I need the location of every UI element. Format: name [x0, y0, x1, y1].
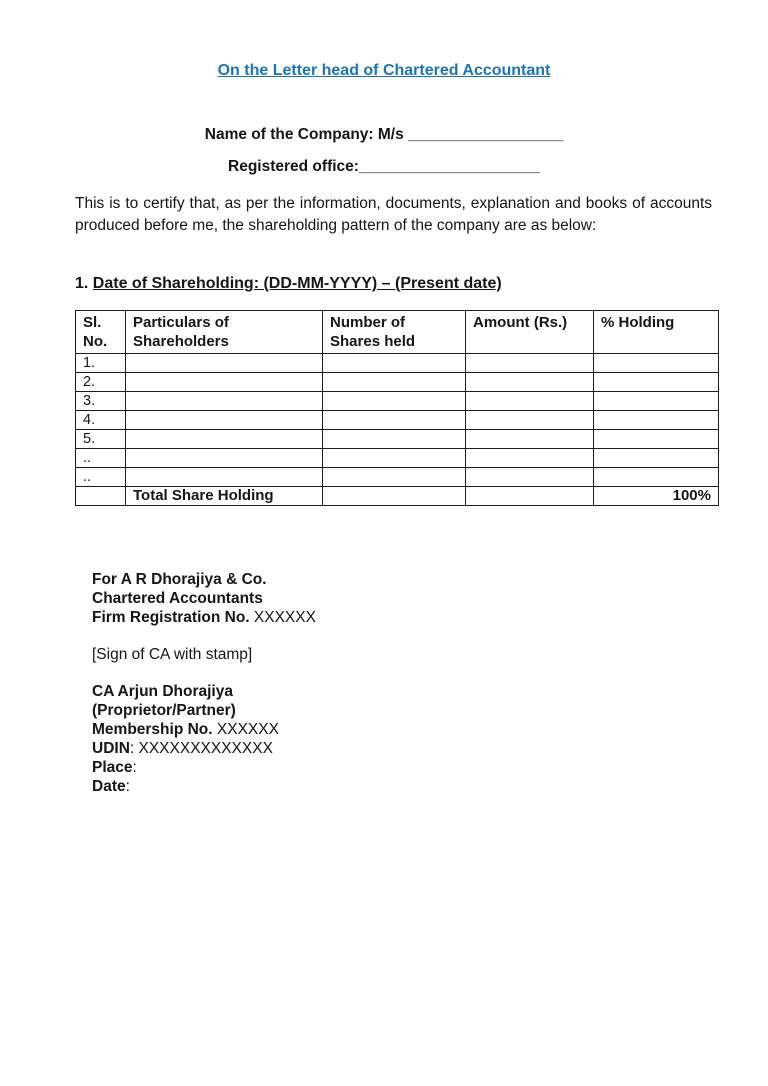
date-label: Date: [92, 778, 126, 795]
company-name-line: [0, 126, 768, 144]
holding-cell: [594, 354, 719, 373]
signature-firm-name: For A R Dhorajiya & Co.: [92, 571, 267, 588]
shares-cell: [323, 449, 466, 468]
registered-office-blank: _____________________: [358, 158, 540, 175]
holding-cell: [594, 430, 719, 449]
signature-designation: (Proprietor/Partner): [92, 702, 236, 719]
shares-cell: [323, 392, 466, 411]
sl-cell: 4.: [76, 411, 126, 430]
amount-cell: [466, 373, 594, 392]
table-total-row: [76, 487, 719, 506]
signature-date: [92, 777, 768, 796]
table-row: [76, 411, 719, 430]
sl-cell: 1.: [76, 354, 126, 373]
registered-office-line: [0, 158, 768, 176]
shares-cell: [323, 430, 466, 449]
shares-cell: [323, 354, 466, 373]
table-header-row: [76, 311, 719, 354]
company-name-label: Name of the Company: M/s: [204, 126, 409, 143]
place-label: Place: [92, 759, 133, 776]
table-row: [76, 449, 719, 468]
header-shares-held: Number of Shares held: [323, 311, 466, 354]
header-particulars: Particulars of Shareholders: [126, 311, 323, 354]
header-holding: % Holding: [594, 311, 719, 354]
amount-cell: [466, 354, 594, 373]
udin-value: : XXXXXXXXXXXXX: [129, 740, 273, 757]
particulars-cell: [126, 430, 323, 449]
signature-firm-type: Chartered Accountants: [92, 590, 263, 607]
signature-membership: [92, 720, 768, 739]
sl-cell: 5.: [76, 430, 126, 449]
holding-cell: [594, 449, 719, 468]
signature-udin: [92, 739, 768, 758]
total-holding-cell: 100%: [594, 487, 719, 506]
holding-cell: [594, 373, 719, 392]
total-shares-cell: [323, 487, 466, 506]
section-heading-number: 1.: [75, 275, 89, 292]
table-row: [76, 373, 719, 392]
total-label-cell: Total Share Holding: [126, 487, 323, 506]
spacer: [92, 627, 768, 645]
particulars-cell: [126, 411, 323, 430]
particulars-cell: [126, 468, 323, 487]
amount-cell: [466, 411, 594, 430]
header-sl-no: Sl. No.: [76, 311, 126, 354]
signature-place: [92, 758, 768, 777]
section-heading: [75, 275, 768, 293]
section-heading-text: Date of Shareholding: (DD-MM-YYYY) – (Present date): [92, 275, 502, 292]
company-name-blank: __________________: [408, 126, 564, 143]
holding-cell: [594, 411, 719, 430]
sl-cell: 3.: [76, 392, 126, 411]
particulars-cell: [126, 354, 323, 373]
firm-registration-label: Firm Registration No.: [92, 609, 254, 626]
particulars-cell: [126, 449, 323, 468]
sl-cell: ..: [76, 468, 126, 487]
shares-cell: [323, 373, 466, 392]
holding-cell: [594, 468, 719, 487]
holding-cell: [594, 392, 719, 411]
firm-registration-value: XXXXXX: [253, 609, 316, 626]
shares-cell: [323, 468, 466, 487]
amount-cell: [466, 468, 594, 487]
table-row: [76, 392, 719, 411]
total-amount-cell: [466, 487, 594, 506]
particulars-cell: [126, 392, 323, 411]
shares-cell: [323, 411, 466, 430]
sl-cell: 2.: [76, 373, 126, 392]
signature-ca-name: CA Arjun Dhorajiya: [92, 683, 233, 700]
amount-cell: [466, 449, 594, 468]
certification-paragraph: This is to certify that, as per the information, documents, explanation and books of accounts produced before me, the shareholding pattern of the company are as below:: [75, 195, 712, 234]
udin-label: UDIN: [92, 740, 130, 757]
amount-cell: [466, 392, 594, 411]
registered-office-label: Registered office:: [228, 158, 359, 175]
membership-label: Membership No.: [92, 721, 217, 738]
signature-firm-registration: [92, 608, 768, 627]
place-value: :: [132, 759, 137, 776]
shareholding-table: [75, 310, 719, 506]
table-row: [76, 430, 719, 449]
sign-placeholder: [Sign of CA with stamp]: [92, 646, 253, 663]
spacer: [92, 664, 768, 682]
amount-cell: [466, 430, 594, 449]
signature-block: [92, 570, 768, 796]
table-row: [76, 354, 719, 373]
membership-value: XXXXXX: [216, 721, 279, 738]
date-value: :: [125, 778, 130, 795]
sl-cell: ..: [76, 449, 126, 468]
header-amount: Amount (Rs.): [466, 311, 594, 354]
total-sl-cell: [76, 487, 126, 506]
table-row: [76, 468, 719, 487]
document-title: On the Letter head of Chartered Accountant: [217, 62, 551, 79]
particulars-cell: [126, 373, 323, 392]
